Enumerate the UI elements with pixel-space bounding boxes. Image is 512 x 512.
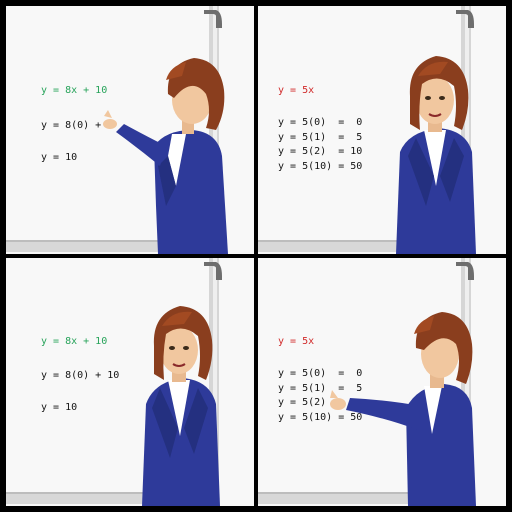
presenter-character — [258, 258, 506, 506]
equation-line: y = 5(1) = 5 — [278, 382, 363, 394]
equation-line: y = 8(0) + 10 — [41, 370, 120, 381]
equation-line: y = 5(1) = 5 — [278, 131, 363, 143]
equation-line: y = 10 — [41, 402, 78, 413]
equation-title: y = 5x — [278, 85, 315, 96]
equation-line: y = 5(10) = 50 — [278, 411, 363, 423]
equation-line: y = 10 — [41, 152, 78, 163]
equation-line: y = 5(10) = 50 — [278, 160, 363, 172]
pointing-hand — [330, 398, 346, 410]
equation-line: y = 5(0) = 0 — [278, 117, 363, 128]
presenter-character — [258, 6, 506, 254]
panel-bottom-left — [6, 258, 254, 506]
panel-top-left — [6, 6, 254, 254]
pointing-hand — [103, 119, 117, 129]
equation-line: y = 8(0) + — [41, 120, 102, 131]
presenter-character — [6, 6, 254, 254]
equation-line: y = 5(2) — [278, 397, 327, 408]
equation-title: y = 8x + 10 — [41, 336, 108, 347]
equation-title: y = 8x + 10 — [41, 85, 108, 96]
panel-top-right — [258, 6, 506, 254]
panel-bottom-right — [258, 258, 506, 506]
equation-line: y = 5(2) = 10 — [278, 146, 363, 157]
equation-title: y = 5x — [278, 336, 315, 347]
presenter-character — [6, 258, 254, 506]
equation-line: y = 5(0) = 0 — [278, 368, 363, 379]
